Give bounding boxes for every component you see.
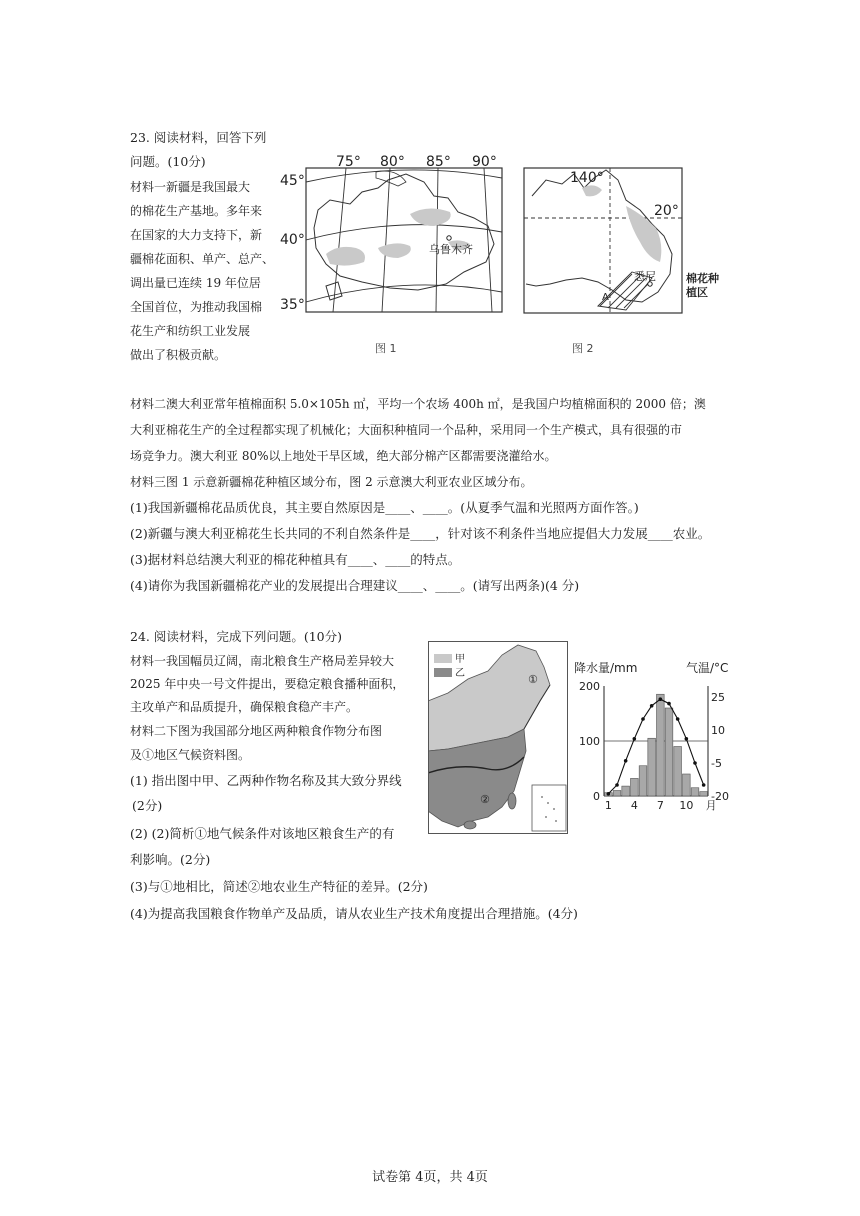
temperature-point	[685, 737, 689, 741]
x-tick-label: 4	[630, 799, 638, 812]
climate-chart	[574, 656, 734, 814]
lon-label: 140°	[570, 170, 604, 186]
legend-jia-swatch	[434, 654, 452, 663]
temperature-point	[641, 717, 645, 721]
precipitation-bar	[683, 774, 691, 796]
lon-label: 85°	[426, 154, 451, 170]
legend-yi-label: 乙	[455, 668, 465, 679]
q23-m1-line: 材料一新疆是我国最大	[130, 180, 251, 194]
lon-label: 80°	[380, 154, 405, 170]
left-tick-label: 0	[593, 790, 600, 803]
q23-m2-line: 材料二澳大利亚常年植棉面积 5.0×105h ㎡，平均一个农场 400h ㎡，是我国户均植棉面积的 2000 倍；澳	[130, 397, 706, 411]
precipitation-bar	[691, 788, 699, 796]
q23-m1-line: 做出了积极贡献。	[130, 348, 227, 362]
city-urumqi-label: 乌鲁木齐	[429, 243, 473, 256]
precipitation-bar	[665, 708, 673, 796]
lat-label: 40°	[280, 232, 305, 248]
x-tick-label: 10	[679, 799, 694, 812]
precipitation-bar	[700, 792, 708, 796]
lon-label: 75°	[336, 154, 361, 170]
q24-m1-line: 主攻单产和品质提升，确保粮食稳产丰产。	[130, 700, 359, 714]
precipitation-bar	[631, 778, 639, 796]
lat-label: 20°	[654, 203, 679, 219]
right-tick-label: -5	[711, 757, 722, 770]
temperature-point	[693, 761, 697, 765]
legend-yi-swatch	[434, 668, 452, 677]
lat-label: 35°	[280, 297, 305, 313]
q24-m2-line: 及①地区气候资料图。	[130, 748, 251, 762]
legend-jia-label: 甲	[455, 654, 465, 665]
q23-question-4: (4)请你为我国新疆棉花产业的发展提出合理建议____、____。(请写出两条)(4 分)	[130, 578, 580, 593]
china-crop-distribution-map	[428, 641, 568, 834]
precipitation-bar	[613, 791, 621, 797]
point-a-label: A	[602, 292, 609, 303]
q24-q2-line: 利影响。(2分)	[130, 852, 211, 867]
q23-title-line: 23. 阅读材料，回答下列	[130, 130, 267, 145]
legend-label: 植区	[686, 286, 708, 299]
q24-q2-line: (2) (2)简析①地气候条件对该地区粮食生产的有	[130, 826, 395, 841]
q23-m2-line: 大利亚棉花生产的全过程都实现了机械化；大面积种植同一个品种，采用同一个生产模式，具有很强的市	[130, 423, 683, 437]
q23-m1-line: 在国家的大力支持下，新	[130, 228, 263, 242]
marker-region-1: ①	[528, 673, 538, 686]
q23-title-line: 问题。(10分)	[130, 154, 206, 169]
x-tick-label: 1	[604, 799, 612, 812]
figure-2-caption: 图 2	[572, 342, 594, 355]
left-tick-label: 200	[579, 680, 600, 693]
marker-region-2: ②	[480, 793, 490, 806]
right-axis-title: 气温/°C	[686, 661, 729, 675]
precipitation-bar	[657, 694, 665, 796]
legend-label: 棉花种	[686, 272, 719, 285]
q23-question-2: (2)新疆与澳大利亚棉花生长共同的不利自然条件是____，针对该不利条件当地应提倡大力发展____农业。	[130, 526, 711, 541]
q23-m1-line: 的棉花生产基地。多年来	[130, 204, 263, 218]
city-urumqi-marker	[447, 236, 451, 240]
precipitation-bar	[639, 766, 647, 796]
figure-2-australia-map	[522, 166, 742, 318]
figure-1-caption: 图 1	[375, 342, 397, 355]
q23-m1-line: 疆棉花面积、单产、总产、	[130, 252, 275, 266]
q24-m1-line: 材料一我国幅员辽阔，南北粮食生产格局差异较大	[130, 654, 395, 668]
temperature-point	[607, 792, 611, 796]
temperature-point	[659, 697, 663, 701]
q23-m2-line: 场竞争力。澳大利亚 80%以上地处干旱区域，绝大部分棉产区都需要浇灌给水。	[130, 449, 557, 463]
right-tick-label: 10	[711, 724, 725, 737]
south-sea-inset	[532, 785, 566, 831]
q23-material-3: 材料三图 1 示意新疆棉花种植区域分布，图 2 示意澳大利亚农业区域分布。	[130, 475, 533, 489]
q23-m1-line: 调出量已连续 19 年位居	[130, 276, 261, 290]
precipitation-bars	[605, 694, 708, 796]
q23-question-3: (3)据材料总结澳大利亚的棉花种植具有____、____的特点。	[130, 552, 461, 567]
q24-m2-line: 材料二下图为我国部分地区两种粮食作物分布图	[130, 724, 383, 738]
temperature-point	[624, 759, 628, 763]
q24-m1-line: 2025 年中央一号文件提出，要稳定粮食播种面积，	[130, 677, 405, 691]
left-tick-label: 100	[579, 735, 600, 748]
temperature-point	[676, 717, 680, 721]
x-unit-label: 月	[705, 799, 717, 812]
page-footer: 试卷第 4页，共 4页	[372, 1170, 488, 1185]
temperature-point	[667, 702, 671, 706]
lon-label: 90°	[472, 154, 497, 170]
q23-question-1: (1)我国新疆棉花品质优良，其主要自然原因是____、____。(从夏季气温和光照两方面作答。)	[130, 500, 639, 515]
temperature-point	[650, 704, 654, 708]
figure-1-xinjiang-map	[278, 152, 508, 317]
q24-question-3: (3)与①地相比，简述②地农业生产特征的差异。(2分)	[130, 879, 428, 894]
x-tick-label: 7	[656, 799, 664, 812]
temperature-point	[615, 783, 619, 787]
q24-title: 24. 阅读材料，完成下列问题。(10分)	[130, 629, 343, 644]
left-axis-title: 降水量/mm	[574, 661, 638, 675]
q24-q1-line: (2分)	[132, 798, 163, 813]
q23-m1-line: 花生产和纺织工业发展	[130, 324, 251, 338]
q24-q1-line: (1) 指出图中甲、乙两种作物名称及其大致分界线	[130, 773, 402, 788]
temperature-point	[702, 783, 706, 787]
q24-question-4: (4)为提高我国粮食作物单产及品质，请从农业生产技术角度提出合理措施。(4分)	[130, 906, 578, 921]
q23-m1-line: 全国首位，为推动我国棉	[130, 300, 263, 314]
temperature-line	[607, 697, 706, 795]
precipitation-bar	[674, 747, 682, 797]
right-tick-label: 25	[711, 691, 725, 704]
temperature-point	[633, 737, 637, 741]
lat-label: 45°	[280, 173, 305, 189]
right-tick-label: -20	[711, 790, 729, 803]
precipitation-bar	[648, 738, 656, 796]
city-sydney-label: 悉尼	[634, 270, 656, 283]
precipitation-bar	[622, 786, 630, 796]
